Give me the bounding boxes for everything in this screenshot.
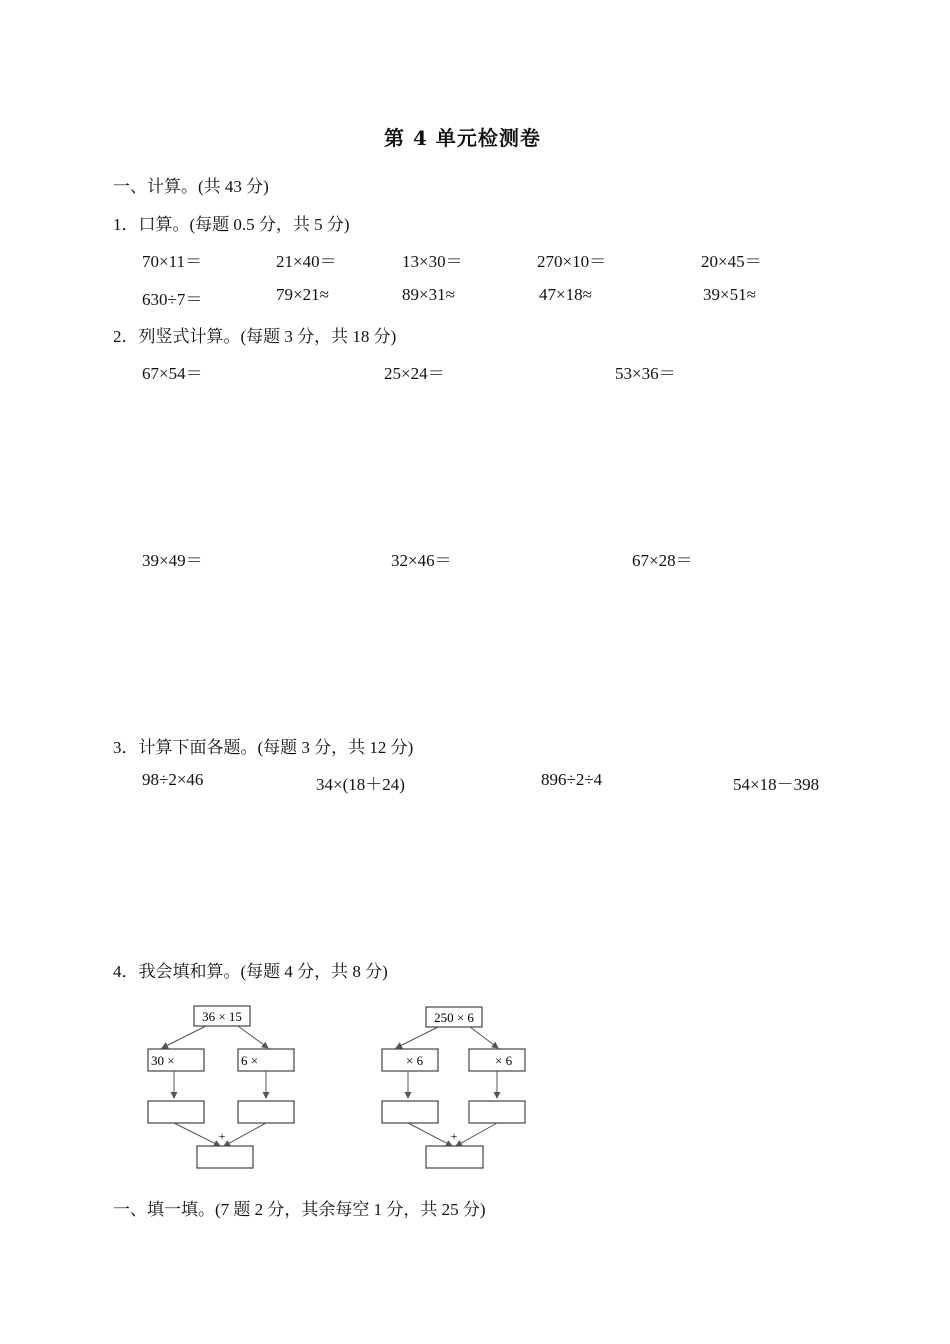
q2-item: 67×28＝ [632, 551, 693, 570]
q2-item: 53×36＝ [615, 364, 676, 383]
plus-sign: + [218, 1129, 226, 1143]
right-answer-box[interactable] [238, 1101, 294, 1123]
left-operation-label: 30 × [151, 1053, 175, 1068]
q3-item: 54×18－398 [733, 775, 820, 794]
right-answer-box[interactable] [469, 1101, 525, 1123]
q1-item: 79×21≈ [276, 285, 329, 304]
q1-item: 13×30＝ [402, 252, 463, 271]
left-answer-box[interactable] [382, 1101, 438, 1123]
calc-diagram-1 [140, 998, 300, 1174]
q1-item: 20×45＝ [701, 252, 762, 271]
q3-item: 896÷2÷4 [541, 770, 603, 789]
q3-item: 34×(18＋24) [316, 775, 405, 794]
q4-heading: 4．我会填和算。(每题 4 分，共 8 分) [113, 962, 388, 981]
q3-heading: 3．计算下面各题。(每题 3 分，共 12 分) [113, 738, 414, 757]
q1-item: 270×10＝ [537, 252, 607, 271]
left-operation-label: × 6 [406, 1053, 424, 1068]
right-operation-label: 6 × [241, 1053, 259, 1068]
plus-sign: + [450, 1129, 458, 1143]
calc-diagram-2 [374, 998, 534, 1174]
q2-item: 67×54＝ [142, 364, 203, 383]
page-title: 第 4 单元检测卷 [384, 126, 541, 150]
q1-item: 39×51≈ [703, 285, 756, 304]
sum-answer-box[interactable] [426, 1146, 483, 1168]
top-box-label: 36 × 15 [202, 1009, 242, 1024]
sum-answer-box[interactable] [197, 1146, 253, 1168]
q2-item: 39×49＝ [142, 551, 203, 570]
right-operation-label: × 6 [495, 1053, 513, 1068]
q1-item: 70×11＝ [142, 252, 202, 271]
q2-item: 25×24＝ [384, 364, 445, 383]
q2-heading: 2．列竖式计算。(每题 3 分，共 18 分) [113, 327, 397, 346]
q1-heading: 1．口算。(每题 0.5 分，共 5 分) [113, 215, 350, 234]
q1-item: 21×40＝ [276, 252, 337, 271]
q2-item: 32×46＝ [391, 551, 452, 570]
q1-item: 47×18≈ [539, 285, 592, 304]
q1-item: 630÷7＝ [142, 290, 203, 309]
q3-item: 98÷2×46 [142, 770, 204, 789]
q1-item: 89×31≈ [402, 285, 455, 304]
part2-heading: 一、填一填。(7 题 2 分，其余每空 1 分，共 25 分) [113, 1200, 486, 1219]
top-box-label: 250 × 6 [434, 1010, 474, 1025]
part1-heading: 一、计算。(共 43 分) [113, 177, 269, 196]
left-answer-box[interactable] [148, 1101, 204, 1123]
